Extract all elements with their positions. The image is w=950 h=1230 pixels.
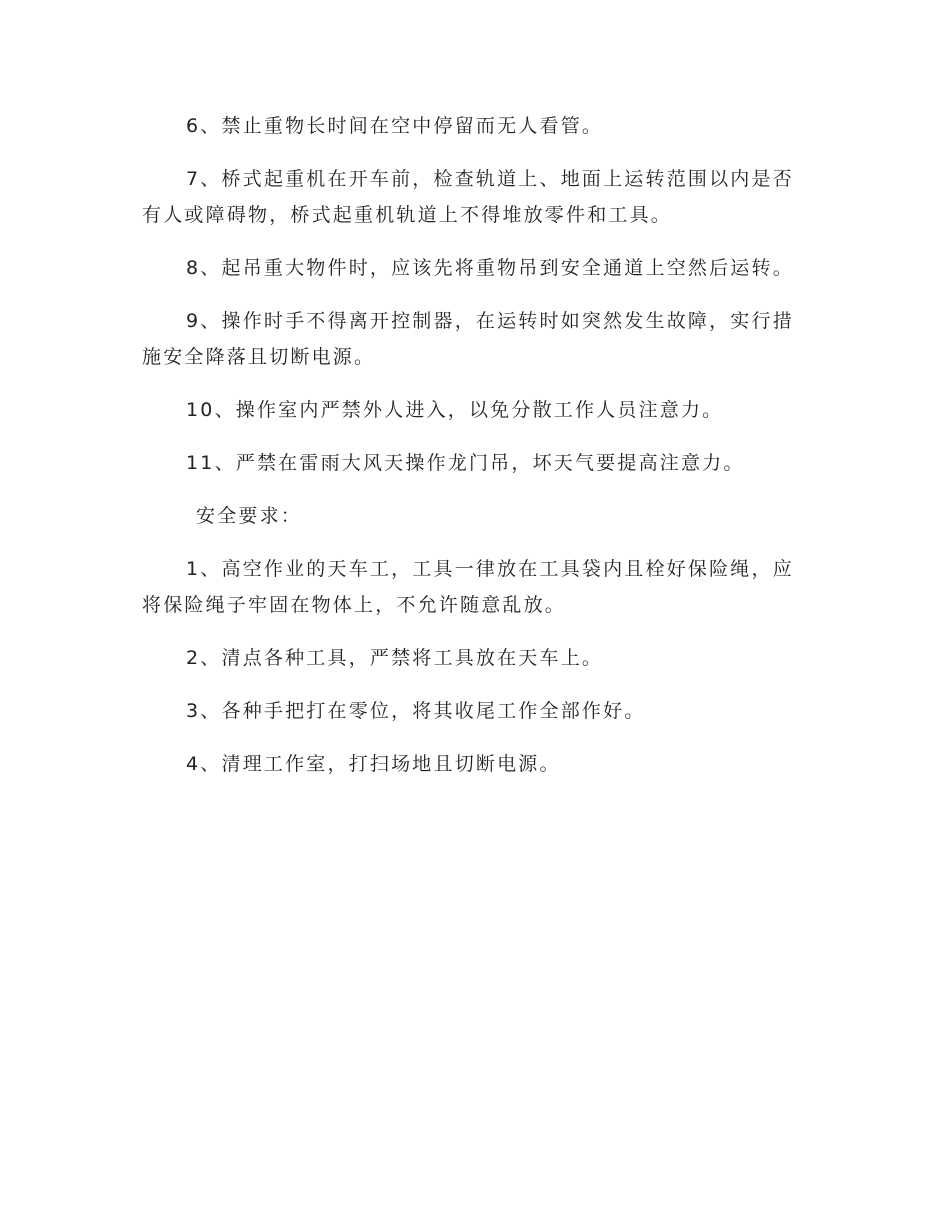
section-heading: 安全要求：	[196, 505, 303, 527]
document-body	[142, 108, 810, 799]
rule-paragraph-10: 10、操作室内严禁外人进入，以免分散工作人员注意力。	[186, 399, 724, 421]
rule-paragraph-11: 11、严禁在雷雨大风天操作龙门吊，坏天气要提高注意力。	[186, 452, 745, 474]
rule-paragraph-9: 9、操作时手不得离开控制器，在运转时如突然发生故障，实行措施安全降落且切断电源。	[142, 310, 794, 368]
rule-paragraph-7: 7、桥式起重机在开车前，检查轨道上、地面上运转范围以内是否有人或障碍物，桥式起重机轨道上不得堆放零件和工具。	[142, 168, 794, 226]
requirement-paragraph-4: 4、清理工作室，打扫场地且切断电源。	[186, 753, 561, 775]
requirement-paragraph-2: 2、清点各种工具，严禁将工具放在天车上。	[186, 647, 604, 669]
requirement-paragraph-1: 1、高空作业的天车工，工具一律放在工具袋内且栓好保险绳，应将保险绳子牢固在物体上，不允许随意乱放。	[142, 558, 794, 616]
requirement-paragraph-3: 3、各种手把打在零位，将其收尾工作全部作好。	[186, 700, 646, 722]
rule-paragraph-6: 6、禁止重物长时间在空中停留而无人看管。	[186, 115, 604, 137]
rule-paragraph-8: 8、起吊重大物件时，应该先将重物吊到安全通道上空然后运转。	[186, 257, 794, 279]
